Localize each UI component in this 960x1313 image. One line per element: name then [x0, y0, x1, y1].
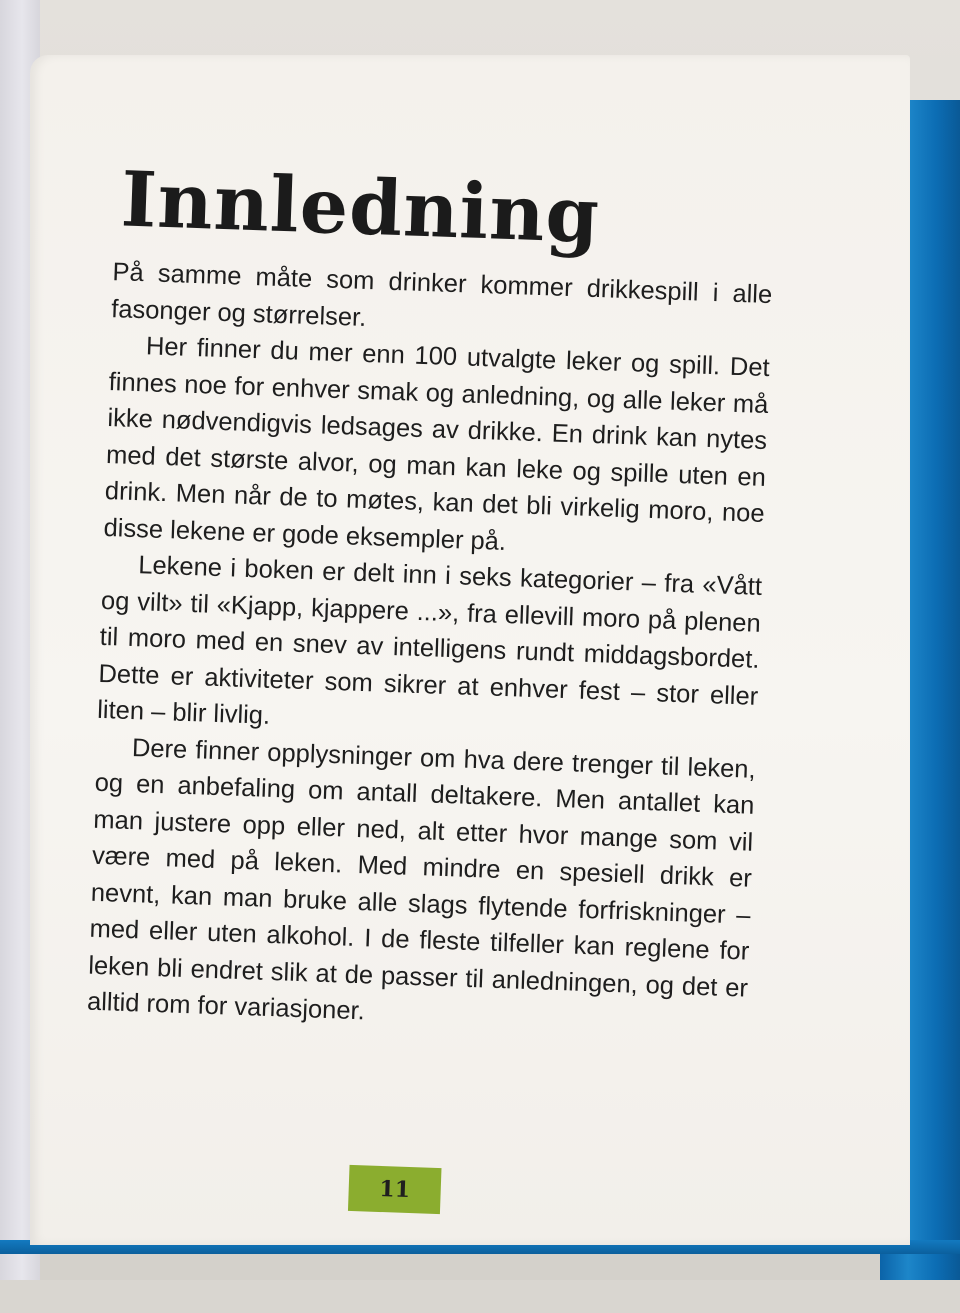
body-text: [86, 254, 772, 1043]
paragraph-1: På samme måte som drinker kommer drikkespill i alle fasonger og størrelser.: [110, 258, 773, 332]
paragraph-4: Dere finner opplysninger om hva dere trenger til leken, og en anbefaling om antall deltakere. Men antallet kan man justere opp eller ned, alt etter hvor mange som vil være med på leken. Med mindre en spesiell drikk er nevnt, kan man bruke alle slags flytende forfriskninger – med eller uten alkohol. I de fleste tilfeller kan reglene for leken bli endret slik at de passer til anledningen, og det er alltid rom for variasjoner.: [86, 733, 757, 1026]
paragraph-3: Lekene i boken er delt inn i seks kategorier – fra «Vått og vilt» til «Kjapp, kjappere ...», fra ellevill moro på plenen til moro med en snev av intelligens rundt middagsbordet. Dette er aktiviteter som sikrer at enhver fest – stor eller liten – blir livlig.: [96, 551, 763, 730]
paragraph-2: Her finner du mer enn 100 utvalgte leker og spill. Det finnes noe for enhver smak og anledning, og alle leker må ikke nødvendigvis ledsages av drikke. En drink kan nytes med det største alvor, og man kan leke og spille uten en drink. Men når de to møtes, kan det bli virkelig moro, noe disse lekene er gode eksempler på.: [103, 332, 771, 556]
chapter-heading: Innledning: [119, 154, 602, 261]
page-number-badge: 11: [348, 1165, 442, 1214]
